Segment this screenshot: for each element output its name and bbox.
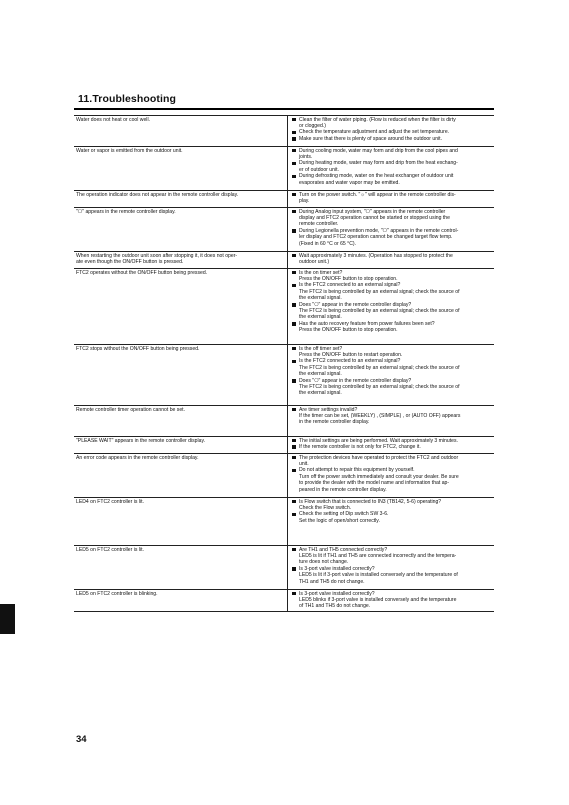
remedy-continuation (292, 327, 492, 333)
remedy-bullet-item (292, 378, 492, 384)
remedy-text: LED5 is lit if 3-port valve is installed conversely and the temperature of (299, 572, 458, 579)
remedy-text: to provide the dealer with the model name and information that ap- (299, 480, 450, 487)
remedy-text: Turn on the power switch. "☼" will appear in the remote controller dis- (299, 191, 456, 198)
remedy-text: ture does not change. (299, 559, 349, 566)
remedy-text: evaporates and water vapor may be emitted. (299, 179, 400, 186)
chapter-tab-marker (0, 604, 15, 634)
remedy-cell (288, 345, 495, 406)
remedy-bullet-item (292, 467, 492, 473)
remedy-continuation (292, 518, 492, 524)
cause-cell (74, 191, 288, 208)
remedy-cell (288, 546, 495, 590)
square-bullet-icon (292, 322, 296, 326)
page-number: 34 (76, 734, 87, 745)
square-bullet-icon (292, 469, 296, 473)
remedy-cell (288, 498, 495, 546)
remedy-text: ler display and FTC2 operation cannot be changed target flow temp. (299, 234, 453, 241)
square-bullet-icon (292, 284, 296, 288)
remedy-bullet-item (292, 444, 492, 450)
square-bullet-icon (292, 137, 296, 141)
cause-text: Water does not heat or cool well. (76, 116, 150, 123)
remedy-text: the external signal. (299, 295, 342, 302)
square-bullet-icon (292, 500, 296, 504)
cause-cell (74, 345, 288, 406)
remedy-bullet-item (292, 209, 492, 215)
cause-cell (74, 269, 288, 345)
remedy-text: (Fixed in 60 °C or 65 °C). (299, 240, 357, 247)
table-row (74, 454, 494, 498)
cause-cell (74, 406, 288, 437)
remedy-text: er of outdoor unit. (299, 166, 339, 173)
table-row (74, 590, 494, 612)
remedy-text: The FTC2 is being controlled by an external signal; check the source of (299, 364, 460, 371)
remedy-text: Press the ON/OFF button to stop operation. (299, 327, 398, 334)
table-row (74, 147, 494, 191)
square-bullet-icon (292, 445, 296, 449)
remedy-bullet-item (292, 346, 492, 352)
troubleshooting-table (74, 115, 494, 612)
cause-cell (74, 147, 288, 191)
remedy-text: Is the FTC2 connected to an external signal? (299, 282, 401, 289)
cause-text: "PLEASE WAIT" appears in the remote controller display. (76, 437, 206, 444)
remedy-cell (288, 437, 495, 454)
remedy-continuation (292, 419, 492, 425)
table-row (74, 345, 494, 406)
remedy-text: LED5 is lit if TH1 and TH5 are connected incorrectly and the tempera- (299, 552, 457, 559)
remedy-text: During Analog input system, "⎔" appears in the remote controller (299, 208, 446, 215)
remedy-text: the external signal. (299, 390, 342, 397)
cause-cell (74, 437, 288, 454)
square-bullet-icon (292, 162, 296, 166)
square-bullet-icon (292, 149, 296, 153)
remedy-bullet-item (292, 253, 492, 259)
remedy-text: TH1 and TH5 do not change. (299, 578, 365, 585)
remedy-text: Is the off timer set? (299, 345, 343, 352)
remedy-text: Press the ON/OFF button to restart operation. (299, 351, 403, 358)
remedy-cell (288, 252, 495, 269)
remedy-text: If the remote controller is not only for FTC2, change it. (299, 443, 421, 450)
cause-cell (74, 116, 288, 147)
remedy-bullet-item (292, 302, 492, 308)
remedy-bullet-item (292, 282, 492, 288)
remedy-text: Are TH1 and TH5 connected correctly? (299, 546, 388, 553)
remedy-bullet-item (292, 228, 492, 234)
cause-text: Water or vapor is emitted from the outdoor unit. (76, 147, 183, 154)
table-row (74, 269, 494, 345)
remedy-text: If the timer can be set, (WEEKLY) , (SIMPLE) , or (AUTO OFF) appears (299, 412, 461, 419)
remedy-text: peared in the remote controller display. (299, 486, 387, 493)
cause-cell (74, 454, 288, 498)
remedy-bullet-item (292, 270, 492, 276)
remedy-text: LED5 blinks if 3-port valve is installed conversely and the temperature (299, 596, 457, 603)
remedy-text: Is the FTC2 connected to an external signal? (299, 358, 401, 365)
remedy-cell (288, 454, 495, 498)
remedy-cell (288, 406, 495, 437)
table-row (74, 498, 494, 546)
table-row (74, 208, 494, 252)
table-row (74, 546, 494, 590)
remedy-text: Does "⎔" appear in the remote controller display? (299, 377, 412, 384)
remedy-text: During cooling mode, water may form and drip from the cool pipes and (299, 147, 458, 154)
remedy-text: play. (299, 197, 310, 204)
remedy-text: unit. (299, 460, 309, 467)
remedy-continuation (292, 603, 492, 609)
remedy-text: During heating mode, water may form and drip from the heat exchang- (299, 160, 458, 167)
remedy-text: Is 3-port valve installed correctly? (299, 590, 375, 597)
remedy-cell (288, 147, 495, 191)
table-row (74, 252, 494, 269)
square-bullet-icon (292, 303, 296, 307)
remedy-bullet-item (292, 407, 492, 413)
remedy-text: Check the setting of Dip switch SW 3-6. (299, 511, 389, 518)
remedy-text: Does "⎔" appear in the remote controller display? (299, 301, 412, 308)
remedy-text: the external signal. (299, 314, 342, 321)
square-bullet-icon (292, 456, 296, 460)
remedy-text: During defrosting mode, water on the heat exchanger of outdoor unit (299, 173, 454, 180)
remedy-cell (288, 590, 495, 612)
remedy-text: Make sure that there is plenty of space around the outdoor unit. (299, 135, 442, 142)
square-bullet-icon (292, 379, 296, 383)
cause-text: Remote controller timer operation cannot be set. (76, 406, 186, 413)
remedy-text: Has the auto recovery feature from power failures been set? (299, 320, 435, 327)
remedy-bullet-item (292, 117, 492, 123)
remedy-continuation (292, 487, 492, 493)
remedy-bullet-item (292, 148, 492, 154)
remedy-bullet-item (292, 499, 492, 505)
cause-text: When restarting the outdoor unit soon after stopping it, it does not oper- (76, 252, 238, 259)
square-bullet-icon (292, 513, 296, 517)
square-bullet-icon (292, 567, 296, 571)
remedy-text: Are timer settings invalid? (299, 406, 358, 413)
cause-cell (74, 590, 288, 612)
remedy-bullet-item (292, 358, 492, 364)
cause-text: The operation indicator does not appear in the remote controller display. (76, 191, 239, 198)
remedy-text: The FTC2 is being controlled by an external signal; check the source of (299, 307, 460, 314)
remedy-bullet-item (292, 160, 492, 166)
square-bullet-icon (292, 193, 296, 197)
cause-cell (74, 252, 288, 269)
remedy-text: Check the Flow switch. (299, 504, 352, 511)
cause-text: "⎔" appears in the remote controller display. (76, 208, 176, 215)
title-rule (74, 108, 494, 110)
square-bullet-icon (292, 347, 296, 351)
square-bullet-icon (292, 271, 296, 275)
remedy-text: Set the logic of open/short correctly. (299, 517, 380, 524)
square-bullet-icon (292, 229, 296, 233)
square-bullet-icon (292, 118, 296, 122)
remedy-bullet-item (292, 547, 492, 553)
remedy-text: Clean the filter of water piping. (Flow is reduced when the filter is dirty (299, 116, 456, 123)
cause-text: An error code appears in the remote controller display. (76, 454, 199, 461)
remedy-text: Do not attempt to repair this equipment by yourself. (299, 467, 415, 474)
cause-text: ate even though the ON/OFF button is pressed. (76, 258, 184, 265)
remedy-bullet-item (292, 511, 492, 517)
cause-text: LED5 on FTC2 controller is lit. (76, 546, 144, 553)
remedy-text: remote controller. (299, 221, 339, 228)
table-row (74, 437, 494, 454)
remedy-continuation (292, 180, 492, 186)
remedy-continuation (292, 259, 492, 265)
table-row (74, 191, 494, 208)
remedy-text: Is 3-port valve installed correctly? (299, 565, 375, 572)
cause-text: FTC2 stops without the ON/OFF button being pressed. (76, 345, 200, 352)
cause-cell (74, 546, 288, 590)
remedy-bullet-item (292, 321, 492, 327)
remedy-continuation (292, 390, 492, 396)
remedy-text: joints. (299, 153, 313, 160)
square-bullet-icon (292, 439, 296, 443)
remedy-continuation (292, 579, 492, 585)
remedy-text: Is the on timer set? (299, 269, 343, 276)
remedy-text: of TH1 and TH5 do not change. (299, 603, 371, 610)
remedy-bullet-item (292, 455, 492, 461)
remedy-text: Is Flow switch that is connected to IN3 (TB142, 5-6) operating? (299, 498, 442, 505)
remedy-text: outdoor unit.) (299, 258, 330, 265)
square-bullet-icon (292, 360, 296, 364)
cause-text: FTC2 operates without the ON/OFF button being pressed. (76, 269, 208, 276)
square-bullet-icon (292, 210, 296, 214)
remedy-continuation (292, 198, 492, 204)
remedy-text: in the remote controller display. (299, 419, 370, 426)
remedy-cell (288, 116, 495, 147)
remedy-bullet-item (292, 136, 492, 142)
remedy-text: Check the temperature adjustment and adjust the set temperature. (299, 129, 450, 136)
cause-cell (74, 208, 288, 252)
remedy-bullet-item (292, 173, 492, 179)
cause-cell (74, 498, 288, 546)
remedy-text: Turn off the power switch immediately and consult your dealer. Be sure (299, 473, 459, 480)
square-bullet-icon (292, 592, 296, 596)
remedy-text: display and FTC2 operation cannot be started or stopped using the (299, 214, 450, 221)
cause-text: LED5 on FTC2 controller is blinking. (76, 590, 158, 597)
remedy-text: or clogged.) (299, 122, 326, 129)
remedy-bullet-item (292, 591, 492, 597)
remedy-text: The FTC2 is being controlled by an external signal; check the source of (299, 383, 460, 390)
remedy-text: During Legionella prevention mode, "⎔" appears in the remote control- (299, 227, 459, 234)
remedy-text: The protection devices have operated to protect the FTC2 and outdoor (299, 454, 459, 461)
square-bullet-icon (292, 131, 296, 135)
table-row (74, 406, 494, 437)
remedy-cell (288, 269, 495, 345)
cause-text: LED4 on FTC2 controller is lit. (76, 498, 144, 505)
square-bullet-icon (292, 254, 296, 258)
remedy-bullet-item (292, 566, 492, 572)
remedy-cell (288, 191, 495, 208)
square-bullet-icon (292, 548, 296, 552)
remedy-bullet-item (292, 192, 492, 198)
table-row (74, 116, 494, 147)
remedy-text: The FTC2 is being controlled by an external signal; check the source of (299, 288, 460, 295)
square-bullet-icon (292, 408, 296, 412)
remedy-cell (288, 208, 495, 252)
remedy-text: Wait approximately 3 minutes. (Operation has stopped to protect the (299, 252, 453, 259)
square-bullet-icon (292, 175, 296, 179)
remedy-text: The initial settings are being performed. Wait approximately 3 minutes. (299, 437, 458, 444)
section-title: 11.Troubleshooting (78, 93, 177, 105)
remedy-text: the external signal. (299, 371, 342, 378)
remedy-text: Press the ON/OFF button to stop operation. (299, 275, 398, 282)
remedy-continuation (292, 241, 492, 247)
